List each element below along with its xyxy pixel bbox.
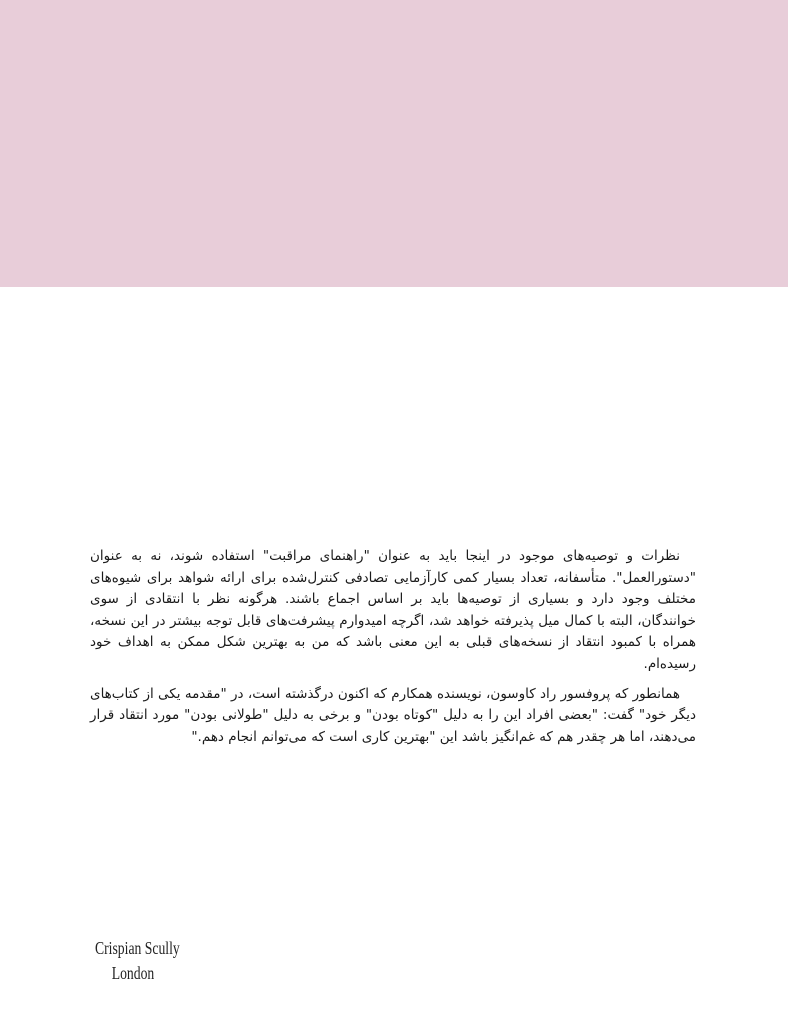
preface-paragraph-1: نظرات و توصیه‌های موجود در اینجا باید به عنوان "راهنمای مراقبت" استفاده شوند، نه به عنوان "دستورالعمل". متأسفانه، تعداد بسیار کمی کارآزمایی تصادفی کنترل‌شده برای ارائه شواهد برای شیوه‌های مختلف وجود دارد و بسیاری از توصیه‌ها باید بر اساس اجماع باشند. هرگونه نظر با انتقادی از سوی خوانندگان، البته با کمال میل پذیرفته خواهد شد، اگرچه امیدوارم پیشرفت‌های قابل توجه بیشتر در این نسخه، همراه با کمبود انتقاد از نسخه‌های قبلی به این معنی باشد که من به بهترین شکل ممکن به اهداف خود رسیده‌ام. (90, 548, 696, 672)
author-city: London (111, 963, 155, 984)
author-name: Crispian Scully (95, 938, 180, 958)
header-color-band (0, 0, 788, 287)
signature-block (95, 936, 201, 986)
preface-body (90, 546, 696, 748)
preface-paragraph-2: همانطور که پروفسور راد کاوسون، نویسنده همکارم که اکنون درگذشته است، در "مقدمه یکی از کتاب‌های دیگر خود" گفت: "بعضی افراد این را به دلیل "کوتاه بودن" و برخی به دلیل "طولانی بودن" مورد انتقاد قرار می‌دهند، اما هر چقدر هم که غم‌انگیز باشد این "بهترین کاری است که می‌توانم انجام دهم." (90, 685, 696, 745)
